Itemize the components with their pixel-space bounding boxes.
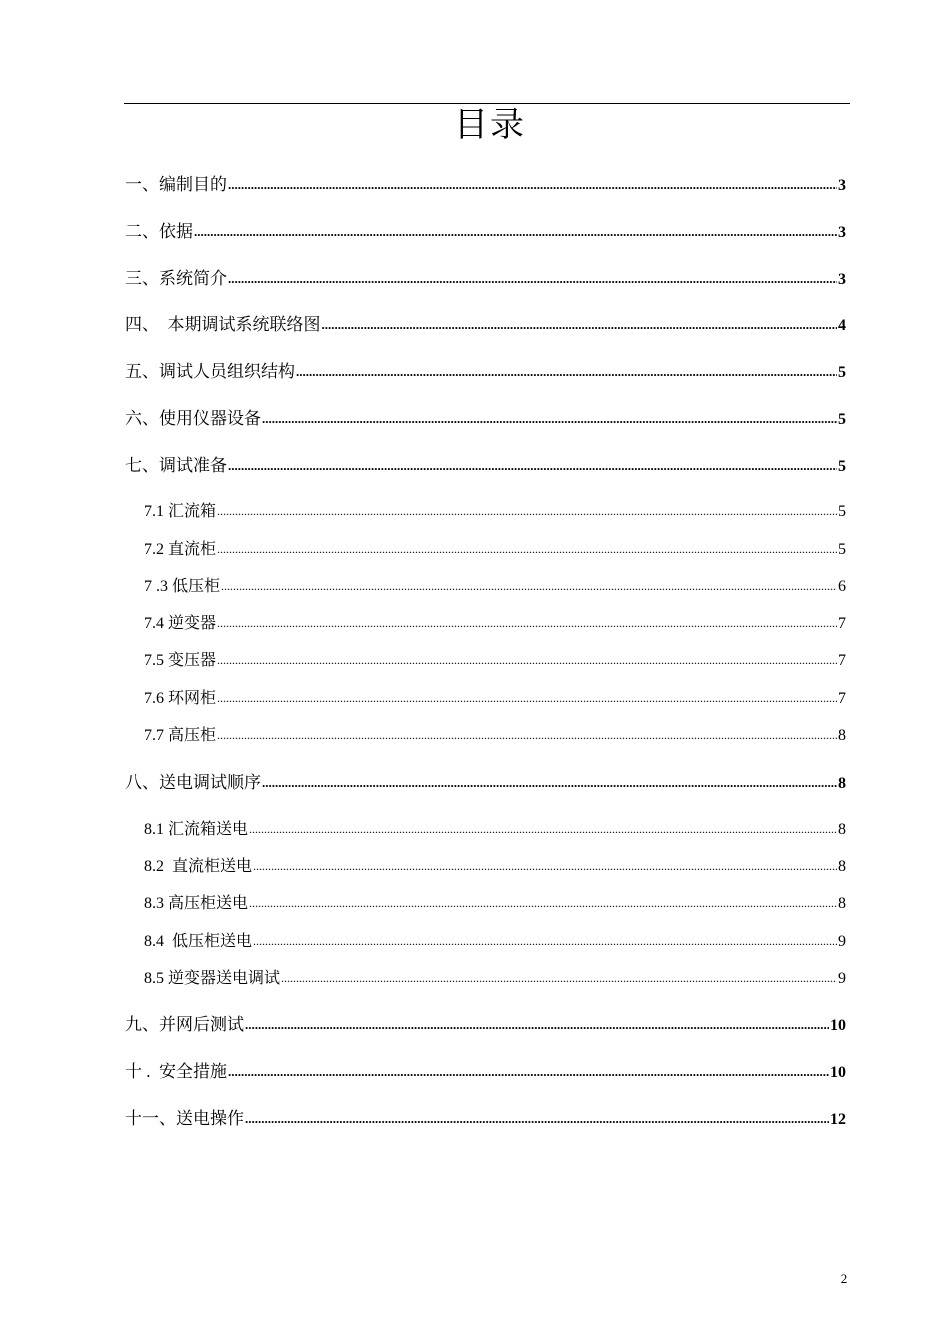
toc-entry-page: 9 (838, 933, 846, 950)
toc-entry[interactable] (125, 312, 846, 338)
toc-dot-leader (194, 218, 837, 245)
toc-dot-leader (262, 405, 837, 432)
toc-entry[interactable] (125, 266, 846, 292)
toc-dot-leader (217, 498, 837, 524)
toc-entry-label: 7 .3 低压柜 (144, 578, 221, 595)
toc-entry-page: 8 (838, 858, 846, 875)
toc-dot-leader (281, 965, 837, 991)
toc-entry[interactable] (125, 1059, 846, 1085)
toc-dot-leader (249, 890, 837, 916)
toc-dot-leader (245, 1011, 829, 1038)
toc-entry-page: 3 (838, 224, 846, 241)
toc-entry-label: 一、编制目的 (125, 175, 227, 194)
toc-entry[interactable] (125, 172, 846, 198)
toc-subentry[interactable] (144, 611, 846, 637)
toc-dot-leader (253, 928, 837, 954)
toc-entry-label: 8.2 直流柜送电 (144, 858, 253, 875)
toc-entry-label: 8.4 低压柜送电 (144, 933, 253, 950)
toc-entry[interactable] (125, 453, 846, 479)
toc-dot-leader (262, 769, 837, 796)
toc-entry-label: 8.1 汇流箱送电 (144, 821, 249, 838)
toc-subentry[interactable] (144, 854, 846, 880)
toc-entry-label: 五、调试人员组织结构 (125, 362, 295, 381)
toc-dot-leader (228, 1058, 829, 1085)
toc-entry[interactable] (125, 770, 846, 796)
toc-dot-leader (217, 536, 837, 562)
toc-entry[interactable] (125, 1012, 846, 1038)
toc-dot-leader (221, 573, 837, 599)
toc-dot-leader (245, 1105, 829, 1132)
toc-entry-label: 7.7 高压柜 (144, 727, 217, 744)
toc-dot-leader (217, 685, 837, 711)
toc-entry-label: 7.5 变压器 (144, 652, 217, 669)
toc-subentry[interactable] (144, 537, 846, 563)
toc-entry-label: 7.2 直流柜 (144, 541, 217, 558)
toc-entry-label: 四、 本期调试系统联络图 (125, 315, 321, 334)
toc-dot-leader (322, 311, 838, 338)
toc-dot-leader (228, 171, 837, 198)
toc-entry-page: 3 (838, 271, 846, 288)
toc-entry-page: 6 (838, 578, 846, 595)
toc-entry-page: 5 (838, 541, 846, 558)
toc-subentry[interactable] (144, 966, 846, 992)
toc-dot-leader (253, 853, 837, 879)
toc-entry-label: 7.4 逆变器 (144, 615, 217, 632)
toc-subentry[interactable] (144, 686, 846, 712)
toc-dot-leader (296, 358, 837, 385)
toc-entry-page: 12 (830, 1111, 846, 1128)
toc-entry-label: 7.1 汇流箱 (144, 503, 217, 520)
toc-entry-label: 三、系统简介 (125, 269, 227, 288)
toc-entry-label: 7.6 环网柜 (144, 690, 217, 707)
toc-subentry[interactable] (144, 891, 846, 917)
toc-entry-page: 5 (838, 364, 846, 381)
toc-entry-page: 9 (838, 970, 846, 987)
toc-entry-page: 8 (838, 775, 846, 792)
toc-entry-page: 10 (830, 1017, 846, 1034)
toc-dot-leader (217, 647, 837, 673)
toc-entry-label: 8.3 高压柜送电 (144, 895, 249, 912)
toc-dot-leader (217, 610, 837, 636)
toc-entry-label: 九、并网后测试 (125, 1015, 244, 1034)
toc-dot-leader (249, 816, 837, 842)
toc-entry-page: 8 (838, 821, 846, 838)
toc-subentry[interactable] (144, 929, 846, 955)
toc-entry-page: 5 (838, 411, 846, 428)
toc-entry-label: 八、送电调试顺序 (125, 773, 261, 792)
toc-dot-leader (228, 452, 837, 479)
toc-entry-page: 8 (838, 895, 846, 912)
toc-subentry[interactable] (144, 499, 846, 525)
toc-dot-leader (217, 722, 837, 748)
toc-entry-label: 二、依据 (125, 222, 193, 241)
toc-entry-label: 七、调试准备 (125, 456, 227, 475)
toc-entry-page: 8 (838, 727, 846, 744)
toc-entry-page: 10 (830, 1064, 846, 1081)
toc-entry[interactable] (125, 406, 846, 432)
toc-entry[interactable] (125, 219, 846, 245)
page-number: 2 (840, 1271, 848, 1286)
toc-entry-label: 8.5 逆变器送电调试 (144, 970, 281, 987)
toc-entry-label: 六、使用仪器设备 (125, 409, 261, 428)
toc-entry-label: 十 . 安全措施 (125, 1062, 227, 1081)
toc-entry-page: 5 (838, 503, 846, 520)
toc-dot-leader (228, 265, 837, 292)
toc-entry[interactable] (125, 359, 846, 385)
toc-entry[interactable] (125, 1106, 846, 1132)
toc-entry-label: 十一、送电操作 (125, 1109, 244, 1128)
toc-entry-page: 7 (838, 652, 846, 669)
toc-entry-page: 4 (838, 317, 846, 334)
toc-subentry[interactable] (144, 723, 846, 749)
toc-entry-page: 7 (838, 615, 846, 632)
toc-subentry[interactable] (144, 817, 846, 843)
toc-subentry[interactable] (144, 648, 846, 674)
toc-title: 目录 (454, 107, 526, 144)
toc-entry-page: 5 (838, 458, 846, 475)
toc-entry-page: 3 (838, 177, 846, 194)
toc-entry-page: 7 (838, 690, 846, 707)
toc-subentry[interactable] (144, 574, 846, 600)
